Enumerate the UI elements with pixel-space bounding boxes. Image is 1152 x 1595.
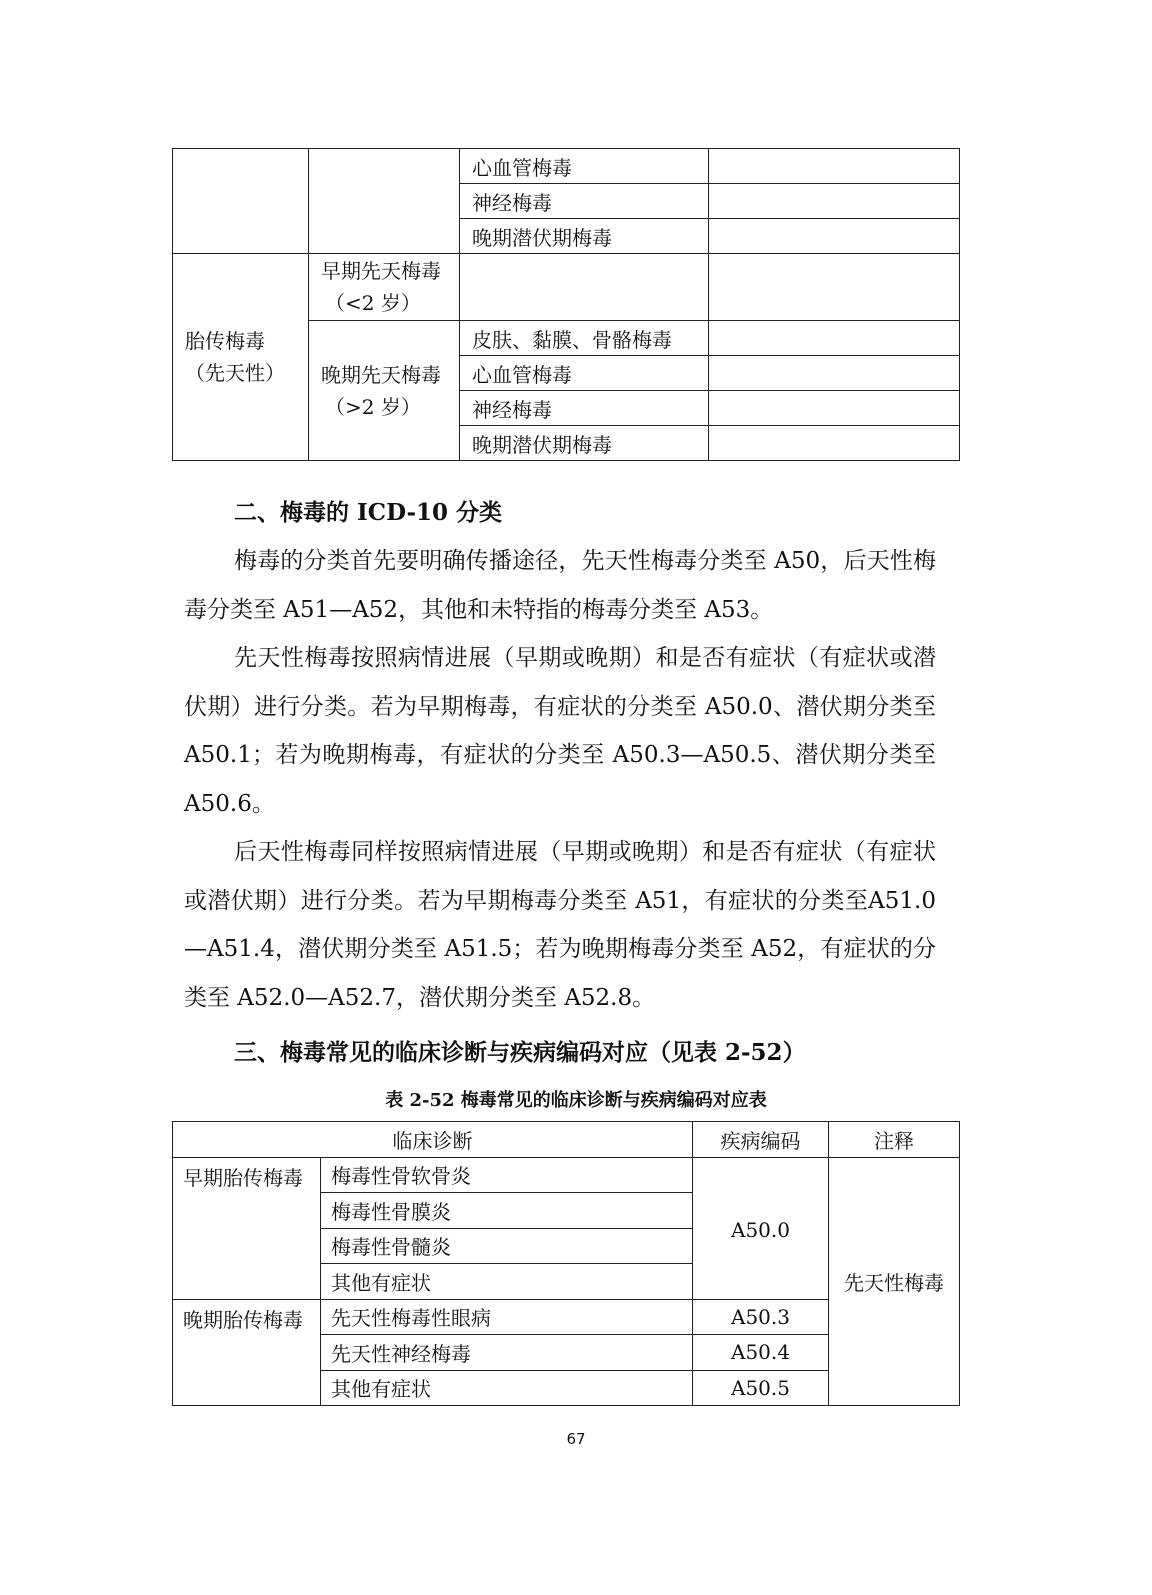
syphilis-classification-table-continued [172,148,960,461]
table-cell: 皮肤、黏膜、骨骼梅毒 [460,321,709,356]
note-cell: 先天性梅毒 [829,1157,960,1406]
late-congenital-label [309,321,460,461]
diagnosis-cell: 其他有症状 [321,1370,693,1406]
diagnosis-code-table [172,1121,960,1406]
column-header: 疾病编码 [693,1122,829,1158]
page-number: 67 [566,1430,586,1448]
diagnosis-cell: 梅毒性骨软骨炎 [321,1157,693,1193]
diagnosis-cell: 其他有症状 [321,1264,693,1300]
code-cell: A50.4 [693,1335,829,1371]
column-header: 临床诊断 [173,1122,693,1158]
paragraph: 先天性梅毒按照病情进展（早期或晚期）和是否有症状（有症状或潜伏期）进行分类。若为早期梅毒，有症状的分类至 A50.0、潜伏期分类至 A50.1；若为晚期梅毒，有症状的分类至 A50.3—A50.5、潜伏期分类至 A50.6。 [184,645,936,817]
empty-cell [173,149,309,254]
empty-cell [709,321,960,356]
table-row [173,254,960,321]
table-cell: 心血管梅毒 [460,149,709,184]
label-line: （<2 岁） [325,291,421,315]
diagnosis-cell: 先天性梅毒性眼病 [321,1299,693,1335]
label-line: （先天性） [185,361,285,385]
empty-cell [309,149,460,254]
early-congenital-label [309,254,460,321]
empty-cell [460,254,709,321]
label-line: 早期先天梅毒 [321,259,441,283]
table-cell [709,219,960,254]
table-header-row [173,1122,960,1158]
paragraph: 梅毒的分类首先要明确传播途径，先天性梅毒分类至 A50，后天性梅毒分类至 A51—A52，其他和未特指的梅毒分类至 A53。 [184,548,936,623]
table-cell: 晚期潜伏期梅毒 [460,219,709,254]
table-cell: 晚期潜伏期梅毒 [460,426,709,461]
section-heading: 二、梅毒的 ICD-10 分类 [234,499,503,526]
paragraph: 后天性梅毒同样按照病情进展（早期或晚期）和是否有症状（有症状或潜伏期）进行分类。若为早期梅毒分类至 A51，有症状的分类至A51.0—A51.4，潜伏期分类至 A51.5；若为晚期梅毒分类至 A52，有症状的分类至 A52.0—A52.7，潜伏期分类至 A52.8。 [184,839,936,1011]
group-label: 早期胎传梅毒 [173,1157,321,1299]
code-cell: A50.5 [693,1370,829,1406]
empty-cell [709,426,960,461]
diagnosis-cell: 梅毒性骨膜炎 [321,1193,693,1229]
section-heading: 三、梅毒常见的临床诊断与疾病编码对应（见表 2-52） [234,1039,806,1066]
label-line: 胎传梅毒 [185,329,265,353]
table-cell: 神经梅毒 [460,391,709,426]
label-line: 晚期先天梅毒 [321,362,441,387]
empty-cell [709,391,960,426]
code-cell: A50.3 [693,1299,829,1335]
empty-cell [709,254,960,321]
diagnosis-cell: 梅毒性骨髓炎 [321,1228,693,1264]
table-cell [709,149,960,184]
label-line: （>2 岁） [325,394,421,419]
table-row [173,1157,960,1193]
code-cell: A50.0 [693,1157,829,1299]
congenital-syphilis-label [173,254,309,461]
table-caption: 表 2-52 梅毒常见的临床诊断与疾病编码对应表 [385,1090,767,1111]
empty-cell [709,356,960,391]
table-row [173,149,960,184]
table-cell: 心血管梅毒 [460,356,709,391]
table-cell: 神经梅毒 [460,184,709,219]
diagnosis-cell: 先天性神经梅毒 [321,1335,693,1371]
column-header: 注释 [829,1122,960,1158]
group-label: 晚期胎传梅毒 [173,1299,321,1406]
table-cell [709,184,960,219]
